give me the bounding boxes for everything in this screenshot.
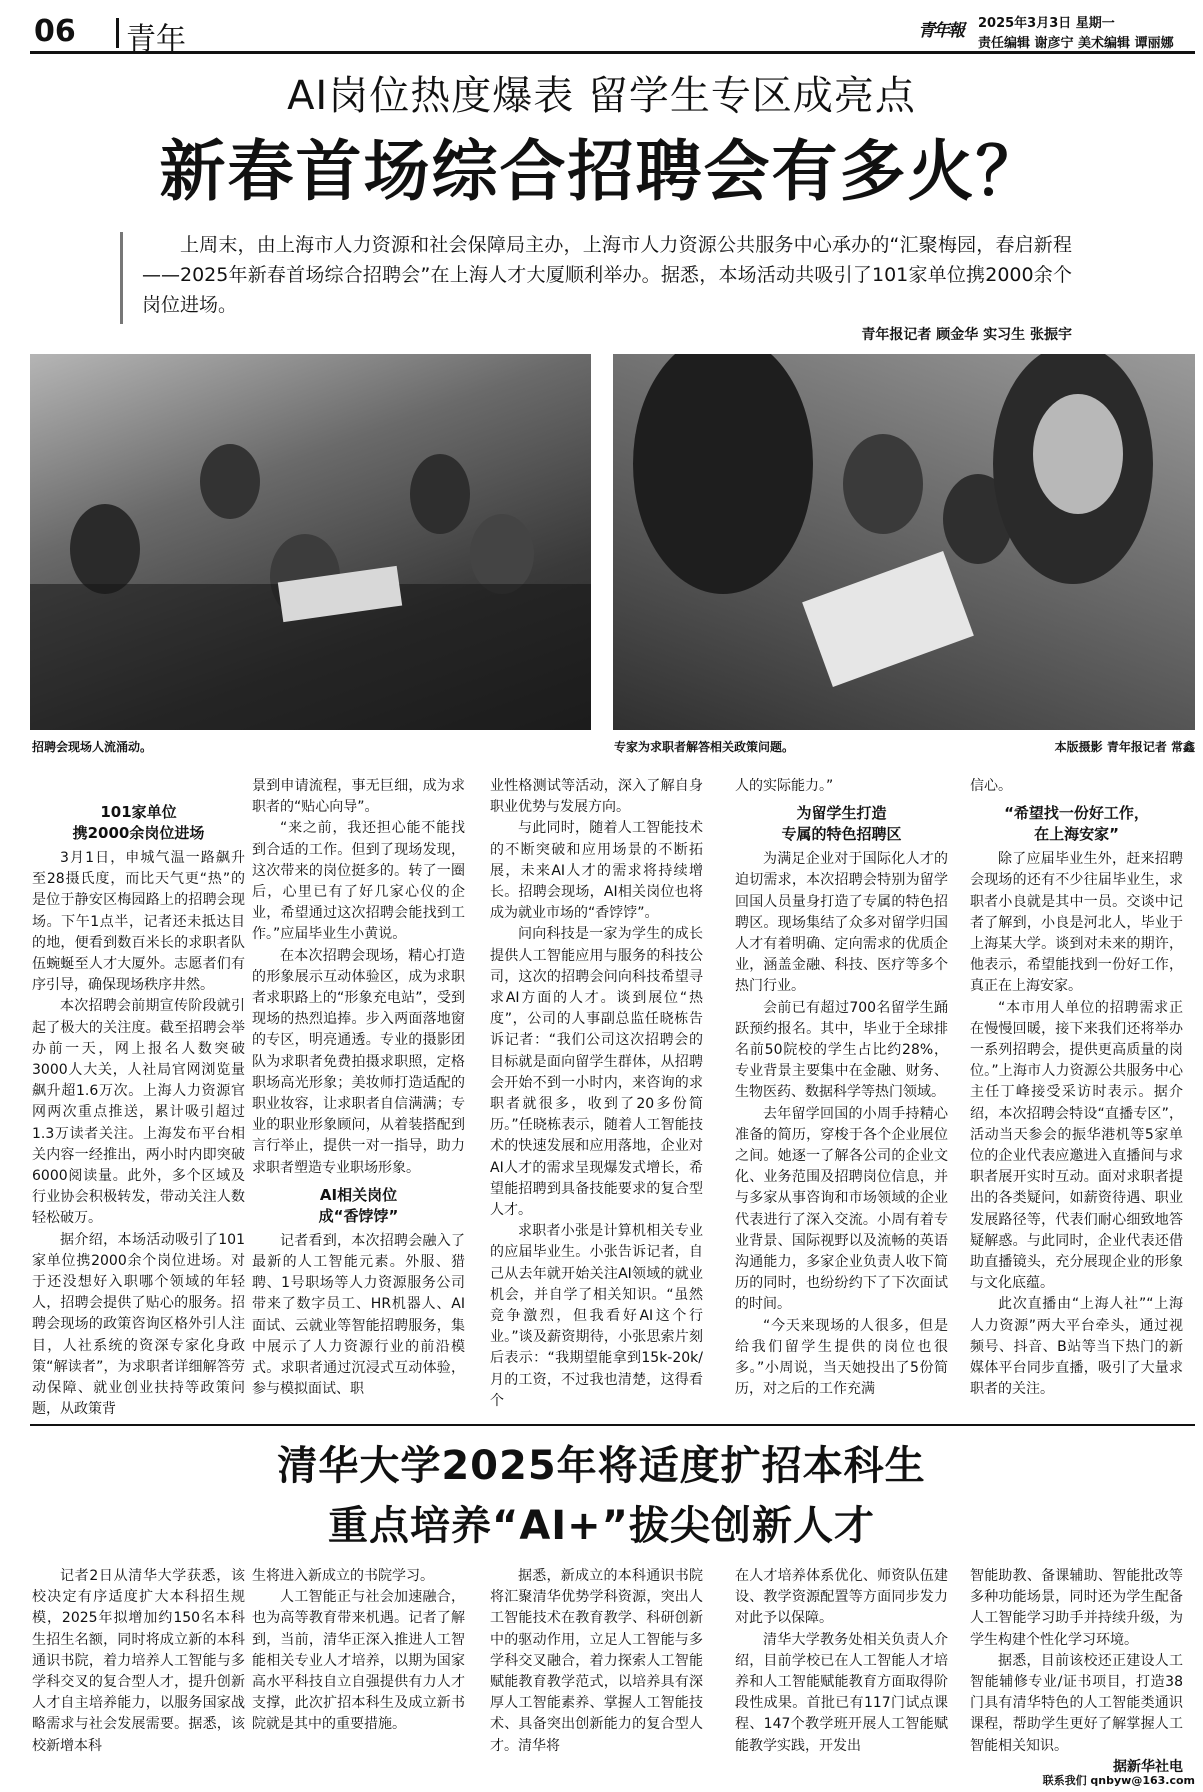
body-paragraph: 景到申请流程，事无巨细，成为求职者的“贴心向导”。 (252, 778, 465, 816)
body-paragraph: “本市用人单位的招聘需求正在慢慢回暖，接下来我们还将举办一系列招聘会，提供更高质量的岗位。”上海市人力资源公共服务中心主任丁峰接受采访时表示。据介绍，本次招聘会特设“直播专区”，活动当天参会的振华港机等5家单位的企业代表应邀进入直播间与求职者展开实时互动。面对求职者提出的各类疑问，如薪资待遇、职业发展路径等，代表们耐心细致地答疑解惑。与此同时，企业代表还借助直播镜头，充分展现企业的形象与文化底蕴。 (970, 999, 1183, 1292)
photo2-caption: 专家为求职者解答相关政策问题。 (614, 740, 795, 754)
story1-column-3 (490, 776, 703, 1412)
story2-column-4 (735, 1566, 948, 1757)
dateline-source: 据新华社电 (1113, 1758, 1183, 1775)
story-headline: 新春首场综合招聘会有多火？ (159, 133, 1044, 210)
story2-column-3 (490, 1566, 703, 1757)
subhead (735, 803, 948, 845)
issue-date: 2025年3月3日 星期一 (978, 16, 1115, 31)
story2-headline-line1: 清华大学2025年将适度扩招本科生 (277, 1443, 926, 1489)
story2-column-5 (970, 1566, 1183, 1778)
subhead (252, 1185, 465, 1227)
body-paragraph: 记者2日从清华大学获悉，该校决定有序适度扩大本科招生规模，2025年拟增加约150名本科生招生名额，同时将成立新的本科通识书院，着力培养人工智能与多学科交叉的复合型人才，提升创新人才自主培养能力，以服务国家战略需求与社会发展需要。据悉，该校新增本科 (32, 1568, 245, 1754)
story1-column-1 (32, 796, 245, 1420)
story2-headline-line2: 重点培养“AI+”拔尖创新人才 (328, 1503, 875, 1549)
section-name: 青年 (126, 22, 186, 57)
body-paragraph: 人工智能正与社会加速融合，也为高等教育带来机遇。记者了解到，当前，清华正深入推进人工智能相关专业人才培养，以期为国家高水平科技自立自强提供有力人才支撑，此次扩招本科生及成立新书院就是其中的重要措施。 (252, 1589, 465, 1733)
body-paragraph: 问向科技是一家为学生的成长提供人工智能应用与服务的科技公司，这次的招聘会问向科技希望寻求AI方面的人才。谈到展位“热度”，公司的人事副总监任晓栋告诉记者：“我们公司这次招聘会的目标就是面向留学生群体，从招聘会开始不到一小时内，来咨询的求职者就很多，收到了20多份简历。”任晓栋表示，随着人工智能技术的快速发展和应用落地，企业对AI人才的需求呈现爆发式增长，希望能招聘到具备技能要求的复合型人才。 (490, 926, 703, 1219)
masthead (30, 10, 1195, 57)
body-paragraph: 生将进入新成立的书院学习。 (252, 1568, 434, 1584)
body-paragraph: 信心。 (970, 778, 1012, 794)
body-paragraph: 记者看到，本次招聘会融入了最新的人工智能元素。外服、猎聘、1号职场等人力资源服务公司带来了数字员工、HR机器人、AI面试、云就业等智能招聘服务，集中展示了人力资源行业的前沿模式。求职者通过沉浸式互动体验，参与模拟面试、职 (252, 1232, 465, 1398)
photo-job-fair-crowd (30, 354, 591, 730)
body-paragraph: 智能助教、备课辅助、智能批改等多种功能场景，同时还为学生配备人工智能学习助手并持续升级，为学生构建个性化学习环境。 (970, 1568, 1183, 1648)
story1-column-2 (252, 776, 465, 1400)
body-paragraph: 去年留学回国的小周手持精心准备的简历，穿梭于各个企业展位之间。她逐一了解各公司的企业文化、业务范围及招聘岗位信息，并与多家从事咨询和市场领域的企业代表进行了深入交流。小周有着专业背景、国际视野以及流畅的英语沟通能力，多家企业负责人收下简历的同时，也纷纷约下了下次面试的时间。 (735, 1105, 948, 1313)
body-paragraph: 清华大学教务处相关负责人介绍，目前学校已在人工智能人才培养和人工智能赋能教育方面取得阶段性成果。首批已有117门试点课程、147个教学班开展人工智能赋能教学实践，开发出 (735, 1631, 948, 1754)
story-byline: 青年报记者 顾金华 实习生 张振宇 (861, 327, 1072, 343)
photo-credit: 本版摄影 青年报记者 常鑫 (1054, 740, 1195, 754)
body-paragraph: 求职者小张是计算机相关专业的应届毕业生。小张告诉记者，自己从去年就开始关注AI领域的就业机会，并自学了相关知识。“虽然竞争激烈，但我看好AI这个行业。”谈及薪资期待，小张思索片刻后表示：“我期望能拿到15k-20k/月的工资，不过我也清楚，这得看个 (490, 1223, 703, 1409)
body-paragraph: 除了应届毕业生外，赶来招聘会现场的还有不少往届毕业生，求职者小良就是其中一员。交谈中记者了解到，小良是河北人，毕业于上海某大学。谈到对未来的期许，他表示，希望能找到一份好工作，真正在上海安家。 (970, 851, 1183, 995)
newspaper-logo: 青年報 (918, 21, 963, 41)
contact-footer: 联系我们 qnbyw@163.com (1042, 1774, 1195, 1787)
body-paragraph: 会前已有超过700名留学生踊跃预约报名。其中，毕业于全球排名前50院校的学生占比约28%，专业背景主要集中在金融、财务、生物医药、数据科学等热门领域。 (735, 999, 948, 1101)
body-paragraph: 人的实际能力。” (735, 778, 834, 794)
subhead-line: 成“香饽饽” (318, 1206, 399, 1225)
lede-bar (120, 232, 123, 324)
masthead-divider (116, 18, 119, 48)
subhead-line: 携2000余岗位进场 (72, 824, 205, 842)
body-paragraph: 本次招聘会前期宣传阶段就引起了极大的关注度。截至招聘会举办前一天，网上报名人数突破3000人大关，人社局官网浏览量飙升超1.6万次。上海人力资源官网两次重点推送，累计吸引超过1.3万读者关注。上海发布平台相关内容一经推出，两小时内即突破6000阅读量。此外，多个区域及行业协会积极转发，带动关注人数轻松破万。 (32, 998, 245, 1227)
body-paragraph: 据悉，目前该校还正建设人工智能辅修专业/证书项目，打造38门具有清华特色的人工智能类通识课程，帮助学生更好了解掌握人工智能相关知识。 (970, 1652, 1183, 1754)
subhead-line: “希望找一份好工作， (1004, 804, 1149, 823)
story-kicker: AI岗位热度爆表 留学生专区成亮点 (287, 73, 916, 119)
subhead-line: 在上海安家” (1034, 825, 1119, 844)
subhead-line: 专属的特色招聘区 (781, 825, 902, 844)
subhead (32, 802, 245, 844)
photo1-caption: 招聘会现场人流涌动。 (32, 740, 153, 754)
story2-column-1 (32, 1566, 245, 1757)
body-paragraph: 据悉，新成立的本科通识书院将汇聚清华优势学科资源，突出人工智能技术在教育教学、科研创新中的驱动作用，立足人工智能与多学科交叉融合，着力探索人工智能赋能教育教学范式，以培养具有深厚人工智能素养、掌握人工智能技术、具备突出创新能力的复合型人才。清华将 (490, 1568, 703, 1754)
story1-column-4 (735, 776, 948, 1400)
subhead-line: AI相关岗位 (319, 1185, 398, 1204)
body-paragraph: 业性格测试等活动，深入了解自身职业优势与发展方向。 (490, 778, 703, 816)
editor-credits: 责任编辑 谢彦宁 美术编辑 谭丽娜 (978, 36, 1174, 51)
story-lede: 上周末，由上海市人力资源和社会保障局主办，上海市人力资源公共服务中心承办的“汇聚梅园，春启新程——2025年新春首场综合招聘会”在上海人才大厦顺利举办。据悉，本场活动共吸引了101家单位携2000余个岗位进场。 (142, 234, 1072, 316)
body-paragraph: 据介绍，本场活动吸引了101家单位携2000余个岗位进场。对于还没想好入职哪个领域的年轻人，招聘会提供了贴心的服务。招聘会现场的政策咨询区格外引人注目，人社系统的资深专家化身政策“解读者”，为求职者详细解答劳动保障、就业创业扶持等政策问题，从政策背 (32, 1231, 245, 1418)
body-paragraph: 此次直播由“上海人社”“上海人力资源”两大平台牵头，通过视频号、抖音、B站等当下热门的新媒体平台同步直播，吸引了大量求职者的关注。 (970, 1296, 1183, 1398)
story2-column-2 (252, 1566, 465, 1736)
body-paragraph: 与此同时，随着人工智能技术的不断突破和应用场景的不断拓展，未来AI人才的需求将持续增长。招聘会现场，AI相关岗位也将成为就业市场的“香饽饽”。 (490, 820, 703, 922)
page-number: 06 (34, 14, 76, 49)
story1-column-5 (970, 776, 1183, 1400)
subhead (970, 803, 1183, 845)
body-paragraph: “来之前，我还担心能不能找到合适的工作。但到了现场发现，这次带来的岗位挺多的。转了一圈后，心里已有了好几家心仪的企业，希望通过这次招聘会能找到工作。”应届毕业生小黄说。 (252, 820, 465, 943)
body-paragraph: 3月1日，申城气温一路飙升至28摄氏度，而比天气更“热”的是位于静安区梅园路上的招聘会现场。下午1点半，记者还未抵达目的地，便看到数百米长的求职者队伍蜿蜒至人才大厦外。志愿者们有序引导，确保现场秩序井然。 (32, 850, 245, 994)
body-paragraph: 为满足企业对于国际化人才的迫切需求，本次招聘会特别为留学回国人员量身打造了专属的特色招聘区。现场集结了众多对留学归国人才有着明确、定向需求的优质企业，涵盖金融、科技、医疗等多个热门行业。 (735, 851, 948, 995)
body-paragraph: 在人才培养体系优化、师资队伍建设、教学资源配置等方面同步发力对此予以保障。 (735, 1568, 948, 1627)
section-divider (30, 1424, 1195, 1426)
subhead-line: 101家单位 (100, 803, 177, 821)
subhead-line: 为留学生打造 (796, 804, 887, 823)
body-paragraph: “今天来现场的人很多，但是给我们留学生提供的岗位也很多。”小周说，当天她投出了5份简历，对之后的工作充满 (735, 1317, 948, 1398)
photo-expert-consultation (613, 354, 1195, 730)
body-paragraph: 在本次招聘会现场，精心打造的形象展示互动体验区，成为求职者求职路上的“形象充电站”，受到现场的热烈追捧。步入两面落地窗的专区，明亮通透。专业的摄影团队为求职者免费拍摄求职照，定格职场高光形象；美妆师打造适配的职业妆容，让求职者自信满满；专业的职业形象顾问，从着装搭配到言行举止，提供一对一指导，助力求职者塑造专业职场形象。 (252, 947, 465, 1176)
